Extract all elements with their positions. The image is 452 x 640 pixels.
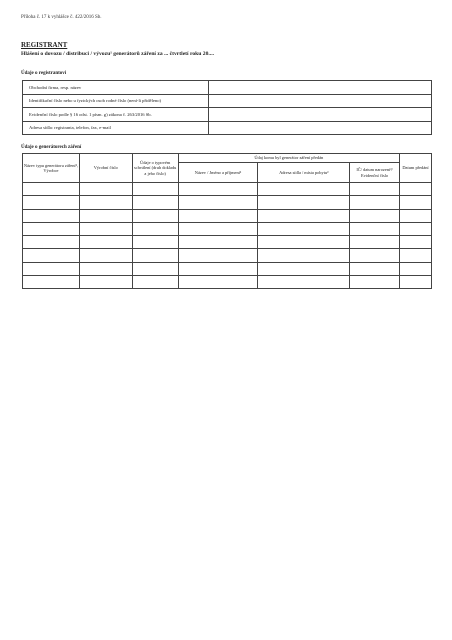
table-row (23, 183, 432, 196)
table-cell[interactable] (79, 262, 132, 275)
header-recipient-name: Název / Jméno a příjmení³ (178, 163, 258, 183)
table-cell[interactable] (23, 183, 80, 196)
generators-table-body (23, 183, 432, 289)
table-cell[interactable] (79, 196, 132, 209)
table-cell[interactable] (178, 196, 258, 209)
table-row (23, 236, 432, 249)
table-cell[interactable] (400, 262, 432, 275)
table-cell[interactable] (400, 276, 432, 289)
table-row (23, 262, 432, 275)
table-cell[interactable] (350, 183, 400, 196)
table-cell[interactable] (23, 262, 80, 275)
table-cell[interactable] (132, 222, 178, 235)
table-cell[interactable] (132, 196, 178, 209)
registrant-section-label: Údaje o registrantovi (21, 71, 67, 76)
table-cell[interactable] (400, 236, 432, 249)
header-recipient-group: Údaj komu byl generátor záření předán (178, 154, 399, 163)
table-row (23, 108, 432, 122)
table-cell[interactable] (132, 249, 178, 262)
table-cell[interactable] (258, 196, 350, 209)
table-cell[interactable] (132, 276, 178, 289)
table-cell[interactable] (132, 183, 178, 196)
table-cell[interactable] (258, 262, 350, 275)
table-cell[interactable] (350, 196, 400, 209)
table-cell[interactable] (23, 276, 80, 289)
table-cell[interactable] (258, 222, 350, 235)
registrant-row-label: Adresa sídla: registranta, telefon, fax, e-mail (23, 121, 209, 135)
table-cell[interactable] (23, 196, 80, 209)
table-cell[interactable] (23, 209, 80, 222)
table-cell[interactable] (258, 276, 350, 289)
registrant-row-label: Obchodní firma, resp. název (23, 81, 209, 95)
table-cell[interactable] (350, 222, 400, 235)
generators-section-label: Údaje o generátorech záření (21, 145, 82, 150)
table-cell[interactable] (258, 236, 350, 249)
table-row (23, 249, 432, 262)
table-cell[interactable] (400, 249, 432, 262)
registrant-value-cell[interactable] (208, 108, 431, 122)
page-subtitle: Hlášení o dovozu / distribuci / vývozu¹ generátorů záření za ... čtvrtletí roku 20.... (21, 51, 214, 57)
table-cell[interactable] (400, 222, 432, 235)
table-row (23, 276, 432, 289)
table-cell[interactable] (178, 276, 258, 289)
table-cell[interactable] (79, 183, 132, 196)
table-cell[interactable] (350, 236, 400, 249)
table-header-row (23, 154, 432, 163)
table-row (23, 196, 432, 209)
table-cell[interactable] (350, 209, 400, 222)
table-cell[interactable] (178, 183, 258, 196)
registrant-row-label: Identifikační číslo nebo u fyzických osob rodné číslo (není-li přiděleno) (23, 94, 209, 108)
table-cell[interactable] (178, 236, 258, 249)
registrant-value-cell[interactable] (208, 121, 431, 135)
table-cell[interactable] (350, 276, 400, 289)
table-cell[interactable] (79, 276, 132, 289)
table-cell[interactable] (258, 209, 350, 222)
table-cell[interactable] (79, 249, 132, 262)
page-title: REGISTRANT (21, 41, 68, 49)
header-type-approval: Údaje o typovém schválení (druh dokladu a jeho číslo) (132, 154, 178, 183)
table-row (23, 209, 432, 222)
table-cell[interactable] (79, 222, 132, 235)
table-cell[interactable] (400, 196, 432, 209)
table-cell[interactable] (23, 222, 80, 235)
header-recipient-address: Adresa sídla / místa pobytu³ (258, 163, 350, 183)
generators-table (22, 153, 432, 289)
table-cell[interactable] (79, 209, 132, 222)
table-cell[interactable] (178, 222, 258, 235)
table-cell[interactable] (400, 209, 432, 222)
table-cell[interactable] (350, 249, 400, 262)
table-cell[interactable] (132, 236, 178, 249)
registrant-value-cell[interactable] (208, 94, 431, 108)
table-row (23, 121, 432, 135)
table-cell[interactable] (400, 183, 432, 196)
table-row (23, 81, 432, 95)
table-cell[interactable] (178, 262, 258, 275)
table-cell[interactable] (178, 249, 258, 262)
registrant-row-label: Evidenční číslo podle § 16 odst. 1 písm. g) zákona č. 263/2016 Sb. (23, 108, 209, 122)
table-cell[interactable] (23, 249, 80, 262)
header-serial-number: Výrobní číslo (79, 154, 132, 183)
table-cell[interactable] (132, 209, 178, 222)
header-handover-date: Datum předání (400, 154, 432, 183)
header-note: Příloha č. 17 k vyhlášce č. 422/2016 Sb. (21, 15, 102, 20)
registrant-table (22, 80, 432, 135)
table-cell[interactable] (350, 262, 400, 275)
table-cell[interactable] (132, 262, 178, 275)
header-recipient-id: IČ/ datum narození³/ Evidenční číslo (350, 163, 400, 183)
table-cell[interactable] (79, 236, 132, 249)
table-cell[interactable] (178, 209, 258, 222)
table-cell[interactable] (23, 236, 80, 249)
table-cell[interactable] (258, 183, 350, 196)
table-row (23, 94, 432, 108)
registrant-value-cell[interactable] (208, 81, 431, 95)
header-generator-type: Název typu generátoru záření², Výrobce (23, 154, 80, 183)
table-row (23, 222, 432, 235)
table-cell[interactable] (258, 249, 350, 262)
